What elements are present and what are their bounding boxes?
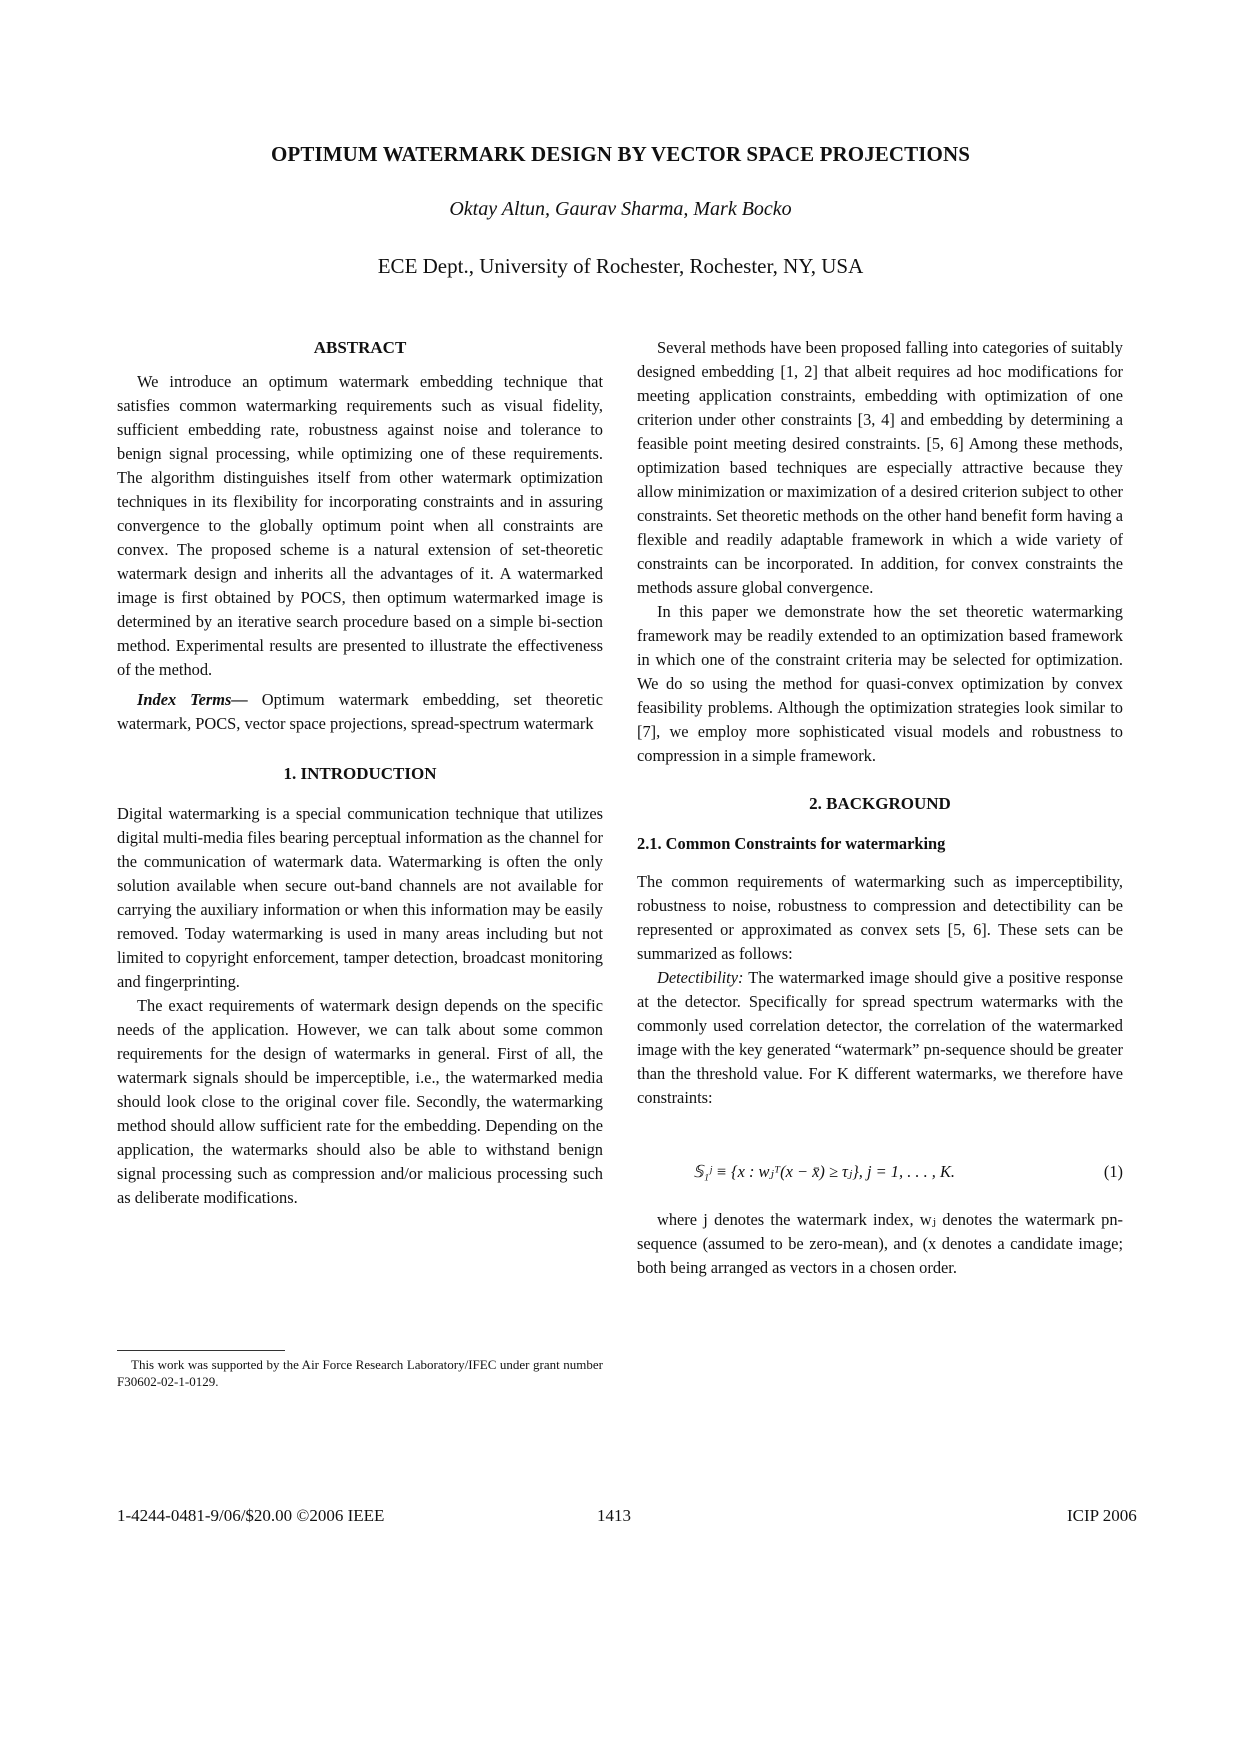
footer-copyright: 1-4244-0481-9/06/$20.00 ©2006 IEEE	[117, 1506, 385, 1525]
author-list: Oktay Altun, Gaurav Sharma, Mark Bocko	[449, 198, 792, 220]
footer-conference: ICIP 2006	[1067, 1506, 1137, 1525]
equation-1	[637, 1160, 1123, 1186]
footnote: This work was supported by the Air Force Research Laboratory/IFEC under grant number F30602-02-1-0129.	[117, 1357, 603, 1389]
index-terms-label: Index Terms—	[137, 690, 248, 709]
right-paragraph-5: where j denotes the watermark index, wⱼ denotes the watermark pn-sequence (assumed to be zero-mean), and (x denotes a candidate image; both being arranged as vectors in a chosen order.	[637, 1210, 1123, 1277]
equation-number: (1)	[1103, 1162, 1123, 1181]
index-terms-text: Optimum watermark embedding, set theoretic watermark, POCS, vector space projections, spread-spectrum watermark	[117, 690, 604, 733]
background-heading: 2. BACKGROUND	[809, 794, 951, 813]
paper-title: OPTIMUM WATERMARK DESIGN BY VECTOR SPACE PROJECTIONS	[270, 142, 971, 166]
left-column	[117, 336, 603, 1210]
equation-body: 𝕊₁ʲ ≡ {x : wⱼᵀ(x − x̄) ≥ τⱼ}, j = 1, . . . , K.	[693, 1162, 956, 1181]
detectibility-label: Detectibility:	[657, 968, 744, 987]
footer-page-number: 1413	[597, 1506, 631, 1525]
affiliation: ECE Dept., University of Rochester, Rochester, NY, USA	[377, 254, 864, 278]
right-paragraph-4	[637, 966, 1123, 1110]
abstract-text: We introduce an optimum watermark embedding technique that satisfies common watermarking requirements such as visual fidelity, sufficient embedding rate, robustness against noise and tolerance to benign signal processing, while optimizing one of these requirements. The algorithm distinguishes itself from other watermark optimization techniques in its flexibility for incorporating constraints and in assuring convergence to the globally optimum point when all constraints are convex. The proposed scheme is a natural extension of set-theoretic watermark design and inherits all the advantages of it. A watermarked image is first obtained by POCS, then optimum watermarked image is determined by an iterative search procedure based on a simple bi-section method. Experimental results are presented to illustrate the effectiveness of the method.	[117, 372, 603, 679]
right-paragraph-3: The common requirements of watermarking such as imperceptibility, robustness to noise, robustness to compression and detectibility can be represented or approximated as convex sets [5, 6]. These sets can be summarized as follows:	[637, 872, 1123, 963]
subsection-heading: 2.1. Common Constraints for watermarking	[637, 834, 946, 853]
introduction-paragraph-1: Digital watermarking is a special communication technique that utilizes digital multi-media files bearing perceptual information as the channel for the communication of watermark data. Watermarking is often the only solution available when secure out-band channels are not available for carrying the auxiliary information or when this information may be easily removed. Today watermarking is used in many areas including but not limited to copyright enforcement, tamper detection, broadcast monitoring and fingerprinting.	[117, 804, 603, 991]
index-terms	[117, 688, 603, 736]
footnote-divider	[117, 1350, 285, 1351]
introduction-paragraph-2: The exact requirements of watermark design depends on the specific needs of the application. However, we can talk about some common requirements for the design of watermarks in general. First of all, the watermark signals should be imperceptible, i.e., the watermarked media should look close to the original cover file. Secondly, the watermarking method should allow sufficient rate for the embedding. Depending on the application, the watermarks should also be able to withstand benign signal processing such as compression and/or malicious processing such as deliberate modifications.	[117, 996, 603, 1207]
right-paragraph-1: Several methods have been proposed falling into categories of suitably designed embedding [1, 2] that albeit requires ad hoc modifications for meeting application constraints, embedding with optimization of one criterion under other constraints [3, 4] and embedding by determining a feasible point meeting desired constraints. [5, 6] Among these methods, optimization based techniques are especially attractive because they allow minimization or maximization of a desired criterion subject to other constraints. Set theoretic methods on the other hand benefit form having a flexible and readily adaptable framework in which a wide variety of constraints can be incorporated. In addition, for convex constraints the methods assure global convergence.	[637, 338, 1123, 597]
right-paragraph-2: In this paper we demonstrate how the set theoretic watermarking framework may be readily extended to an optimization based framework in which one of the constraint criteria may be selected for optimization. We do so using the method for quasi-convex optimization by convex feasibility problems. Although the optimization strategies look similar to [7], we employ more sophisticated visual models and robustness to compression in a simple framework.	[637, 602, 1123, 765]
abstract-heading: ABSTRACT	[313, 338, 407, 357]
right-column	[637, 336, 1123, 1280]
detectibility-text: The watermarked image should give a positive response at the detector. Specifically for spread spectrum watermarks with the commonly used correlation detector, the correlation of the watermarked image with the key generated “watermark” pn-sequence should be greater than the threshold value. For K different watermarks, we therefore have constraints:	[637, 968, 1123, 1107]
introduction-heading: 1. INTRODUCTION	[283, 764, 437, 783]
